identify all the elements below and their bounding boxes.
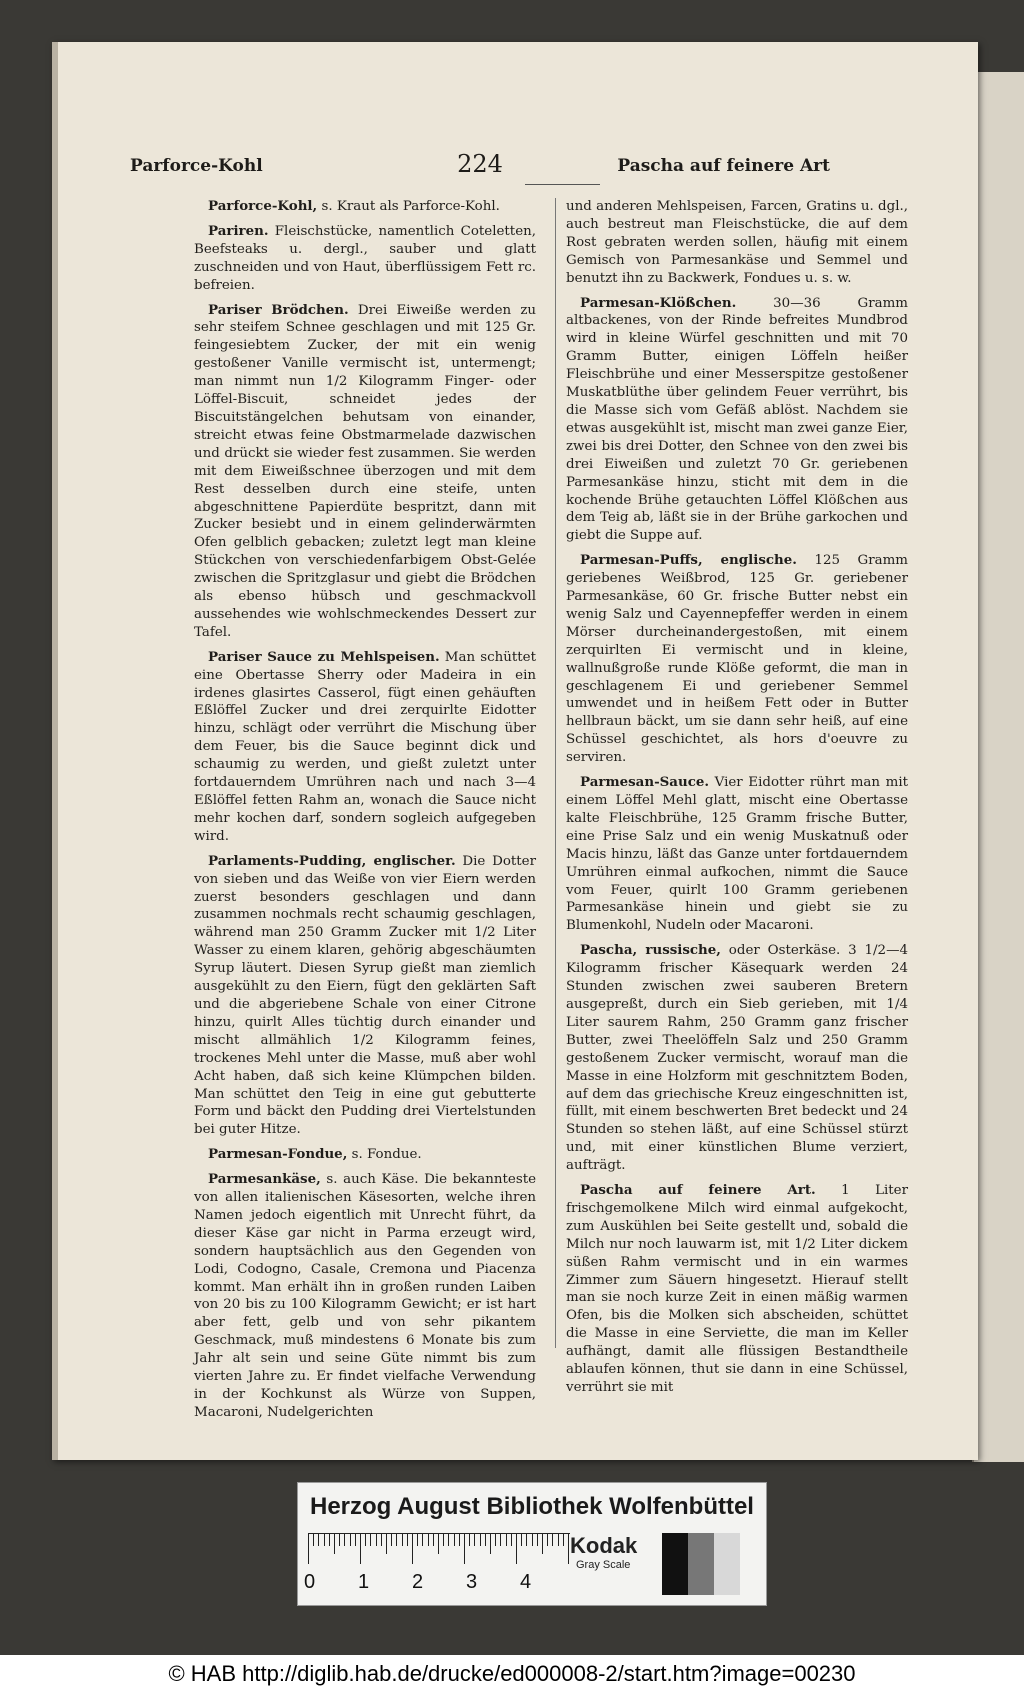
target-title: Herzog August Bibliothek Wolfenbüttel xyxy=(310,1493,754,1520)
entry-text: 125 Gramm geriebenes Weißbrod, 125 Gr. geriebener Parmesankäse, 60 Gr. frische Butter nebst ein wenig Salz und Cayennepfeffer werden in einem Mörser durcheinandergestoßen, mit einem zerquirlten Ei vermischt und in kleine, wallnußgroße runde Klöße geformt, die man in geschlagenem Ei und geriebener Semmel umwendet und in heißem Fett oder in Butter hellbraun bäckt, um sie dann sehr heiß, auf eine Schüssel geschichtet, als hors d'oeuvre zu serviren. xyxy=(566,553,908,766)
entry-text: s. Kraut als Parforce-Kohl. xyxy=(317,199,500,214)
ruler-tick xyxy=(480,1534,481,1546)
ruler-tick xyxy=(308,1534,309,1564)
ruler-tick xyxy=(547,1534,548,1546)
ruler-tick xyxy=(417,1534,418,1546)
ruler-tick xyxy=(391,1534,392,1546)
entry-headword: Pariser Sauce zu Mehlspeisen. xyxy=(208,648,440,665)
dictionary-entry xyxy=(194,853,536,1140)
entry-text: s. Fondue. xyxy=(347,1147,422,1163)
ruler-tick xyxy=(495,1534,496,1546)
dictionary-entry xyxy=(566,942,908,1175)
ruler-tick xyxy=(339,1534,340,1546)
right-column xyxy=(566,198,908,1404)
ruler-tick xyxy=(563,1534,564,1546)
ruler-tick xyxy=(324,1534,325,1546)
ruler-tick xyxy=(454,1534,455,1546)
entry-text: s. auch Käse. Die bekannteste von allen italienischen Käsesorten, welche ihren Namen jedoch eigentlich mit Unrecht führt, da dieser Käse gar nicht in Parma erzeugt wird, sondern hauptsächlich aus den Gegenden von Lodi, Codogno, Casale, Cremona und Piacenza kommt. Man erhält ihn in großen runden Laiben von 20 bis zu 100 Kilogramm Gewicht; er ist hart aber fett, gelb und von sehr pikantem Geschmack, muß mindestens 6 Monate bis zum Jahr alt sein und seine Güte nimmt bis zum vierten Jahre zu. Er findet vielfache Verwendung in der Kochkunst als Würze von Suppen, Macaroni, Nudelgerichten xyxy=(194,1172,536,1420)
ruler-tick xyxy=(344,1534,345,1546)
header-right: Pascha auf feinere Art xyxy=(617,156,830,176)
ruler-tick xyxy=(360,1534,361,1564)
ruler-tick xyxy=(506,1534,507,1546)
page-number: 224 xyxy=(457,150,503,178)
ruler-number: 2 xyxy=(412,1571,424,1593)
entry-headword: Parlaments-Pudding, englischer. xyxy=(208,852,456,869)
column-rule xyxy=(555,198,556,1348)
ruler-tick xyxy=(448,1534,449,1546)
entry-text: oder Osterkäse. 3 1/2—4 Kilogramm frischer Käsequark werden 24 Stunden zwischen zwei sauberen Bretern ausgepreßt, durch ein Sieb gerieben, mit 1/4 Liter saurem Rahm, 250 Gramm ganz frischer Butter, zwei Theelöffeln Salz und 250 Gramm gestoßenem Zucker vermischt, worauf man die Masse in eine Holzform mit geschnitztem Boden, auf dem das griechische Kreuz eingeschnitten ist, füllt, mit einem beschwerten Bret bedeckt und 24 Stunden so stehen läßt, auf eine Schüssel stürzt und, mit einer künstlichen Blume verziert, aufträgt. xyxy=(566,943,908,1174)
dictionary-entry xyxy=(194,302,536,642)
ruler-tick xyxy=(464,1534,465,1564)
dictionary-entry xyxy=(194,223,536,295)
ruler-number: 4 xyxy=(520,1571,532,1593)
ruler-tick xyxy=(433,1534,434,1546)
ruler-tick xyxy=(474,1534,475,1546)
ruler-tick xyxy=(438,1534,439,1554)
ruler-tick xyxy=(355,1534,356,1546)
entry-text: Vier Eidotter rührt man mit einem Löffel Mehl glatt, mischt eine Obertasse kalte Fleischbrühe, 125 Gramm frische Butter, eine Prise Salz und ein wenig Muskatnuß oder Macis hinzu, läßt das Ganze unter fortdauerndem Umrühren einmal aufkochen, nimmt die Sauce vom Feuer, quirlt 100 Gramm geriebenen Parmesankäse hinein und giebt sie zu Blumenkohl, Nudeln oder Macaroni. xyxy=(566,775,908,934)
ruler-tick xyxy=(516,1534,517,1564)
gray-swatch xyxy=(688,1533,714,1595)
ruler xyxy=(308,1533,570,1566)
entry-headword: Pariser Brödchen. xyxy=(208,301,349,318)
entry-text: Man schüttet eine Obertasse Sherry oder Madeira in ein irdenes glasirtes Casserol, fügt einen gehäuften Eßlöffel Zucker und drei zerquirlte Eidotter hinzu, schlägt oder verrührt die Mischung über dem Feuer, bis die Sauce beginnt dick und schaumig zu werden, und gießt zuletzt unter fortdauerndem Umrühren nach und nach 3—4 Eßlöffel fetten Rahm an, wonach die Sauce nicht mehr kochen darf, sondern sogleich aufgegeben wird. xyxy=(194,649,536,844)
dictionary-entry xyxy=(194,649,536,846)
entry-headword: Parmesankäse, xyxy=(208,1171,321,1188)
dictionary-entry xyxy=(194,198,536,216)
ruler-number: 1 xyxy=(358,1571,370,1593)
kodak-logo: Kodak xyxy=(570,1533,638,1558)
dictionary-entry xyxy=(194,1171,536,1422)
dictionary-entry xyxy=(566,552,908,767)
entry-text: 30—36 Gramm altbackenes, von der Rinde befreites Mundbrod wird in kleine Würfel geschnitten und mit 70 Gramm Butter, einigen Löffeln heißer Fleischbrühe und einer Messerspitze gestoßener Muskatblüthe über gelindem Feuer verrührt, bis die Masse sich vom Gefäß ablöst. Nachdem sie etwas ausgekühlt ist, mischt man zwei ganze Eier, zwei bis drei Dotter, den Schnee von den zwei bis drei Eiweißen und zuletzt 70 Gr. geriebenen Parmesankäse hinzu, sticht mit dem in die kochende Brühe getauchten Löffel Klößchen aus dem Teig ab, läßt sie in der Brühe garkochen und giebt die Suppe auf. xyxy=(566,295,908,544)
dictionary-entry xyxy=(566,774,908,935)
ruler-tick xyxy=(370,1534,371,1546)
copyright-footer: © HAB http://diglib.hab.de/drucke/ed000008-2/start.htm?image=00230 xyxy=(0,1655,1024,1693)
ruler-tick xyxy=(459,1534,460,1546)
ruler-tick xyxy=(490,1534,491,1554)
entry-headword: Parmesan-Fondue, xyxy=(208,1146,348,1163)
entry-headword: Pascha, russische, xyxy=(580,942,721,959)
dictionary-entry xyxy=(566,198,908,288)
ruler-tick xyxy=(313,1534,314,1546)
ruler-tick xyxy=(469,1534,470,1546)
ruler-number: 3 xyxy=(466,1571,478,1593)
ruler-tick xyxy=(365,1534,366,1546)
ruler-tick xyxy=(318,1534,319,1546)
ruler-tick xyxy=(334,1534,335,1554)
ruler-tick xyxy=(422,1534,423,1546)
entry-text: Fleischstücke, namentlich Coteletten, Beefsteaks u. dergl., sauber und glatt zuschneiden und von Haut, überflüssigem Fett rc. befreien. xyxy=(194,223,536,293)
ruler-tick xyxy=(329,1534,330,1546)
running-header xyxy=(130,150,830,182)
entry-text: Drei Eiweiße werden zu sehr steifem Schnee geschlagen und mit 125 Gr. feingesiebtem Zucker, der mit ein wenig gestoßener Vanille vermischt ist, untermengt; man nimmt nun 1/2 Kilogramm Finger- oder Löffel-Biscuit, schneidet jedes der Biscuitstängelchen behutsam von einander, streicht etwas feine Obstmarmelade dazwischen und drückt sie wieder fest zusammen. Sie werden mit dem Eiweißschnee überzogen und mit dem Rest desselben durch eine steife, unten abgeschnittene Papierdüte bespritzt, dann mit Zucker besiebt und in einem gelinderwärmten Ofen gelblich gebacken; zuletzt legt man kleine Stückchen von verschiedenfarbigem Obst-Gelée zwischen die Spritzglasur und giebt die Brödchen als ebenso hübsch und geschmackvoll aussehendes wie wohlschmeckendes Dessert zur Tafel. xyxy=(194,302,536,640)
ruler-tick xyxy=(558,1534,559,1546)
dictionary-entry xyxy=(194,1146,536,1164)
ruler-tick xyxy=(402,1534,403,1546)
dictionary-entry xyxy=(566,295,908,546)
header-rule xyxy=(525,184,600,185)
gray-swatch xyxy=(662,1533,688,1595)
entry-headword: Pariren. xyxy=(208,222,269,239)
entry-headword: Parmesan-Sauce. xyxy=(580,774,710,791)
ruler-tick xyxy=(376,1534,377,1546)
next-page-edge xyxy=(972,72,1024,1462)
entry-headword: Pascha auf feinere Art. xyxy=(580,1182,816,1199)
ruler-tick xyxy=(485,1534,486,1546)
header-left: Parforce-Kohl xyxy=(130,156,263,176)
entry-headword: Parmesan-Puffs, englische. xyxy=(580,552,797,569)
ruler-tick xyxy=(412,1534,413,1564)
ruler-number: 0 xyxy=(304,1571,316,1593)
ruler-tick xyxy=(396,1534,397,1546)
color-target xyxy=(297,1482,767,1606)
ruler-tick xyxy=(381,1534,382,1546)
ruler-tick xyxy=(532,1534,533,1546)
ruler-tick xyxy=(386,1534,387,1554)
ruler-tick xyxy=(526,1534,527,1546)
gray-scale-label: Gray Scale xyxy=(576,1559,631,1571)
ruler-tick xyxy=(568,1534,569,1564)
left-column xyxy=(194,198,536,1429)
ruler-tick xyxy=(428,1534,429,1546)
ruler-tick xyxy=(350,1534,351,1546)
ruler-tick xyxy=(552,1534,553,1546)
entry-text: 1 Liter frischgemolkene Milch wird einmal aufgekocht, zum Auskühlen bei Seite gestellt und, sobald die Milch nur noch lauwarm ist, mit 1/2 Liter dickem süßen Rahm vermischt und in ein warmes Zimmer zum Säuern hingesetzt. Hierauf stellt man sie noch kurze Zeit in einen mäßig warmen Ofen, bis die Molken sich abscheiden, schüttet die Masse in eine Serviette, die man im Keller aufhängt, damit alle flüssigen Bestandtheile ablaufen können, thut sie dann in eine Schüssel, verrührt sie mit xyxy=(566,1183,908,1395)
ruler-tick xyxy=(511,1534,512,1546)
ruler-tick xyxy=(407,1534,408,1546)
ruler-tick xyxy=(443,1534,444,1546)
ruler-tick xyxy=(500,1534,501,1546)
ruler-tick xyxy=(542,1534,543,1554)
dictionary-entry xyxy=(566,1182,908,1397)
entry-headword: Parforce-Kohl, xyxy=(208,198,318,214)
entry-headword: Parmesan-Klößchen. xyxy=(580,294,737,311)
ruler-tick xyxy=(521,1534,522,1546)
gray-swatch xyxy=(714,1533,740,1595)
ruler-tick xyxy=(537,1534,538,1546)
entry-text: und anderen Mehlspeisen, Farcen, Gratins u. dgl., auch bestreut man Fleischstücke, die auf dem Rost gebraten werden sollen, häufig mit einem Gemisch von Parmesankäse und Semmel und benutzt ihn zu Backwerk, Fondues u. s. w. xyxy=(566,199,908,286)
entry-text: Die Dotter von sieben und das Weiße von vier Eiern werden zuerst besonders geschlagen und dann zusammen nochmals recht schaumig geschlagen, während man 250 Gramm Zucker mit 1/2 Liter Wasser zu einem klaren, gehörig abgeschäumten Syrup läutert. Diesen Syrup gießt man ziemlich ausgekühlt zu den Eiern, fügt den geklärten Saft und die abgeriebene Schale von einer Citrone hinzu, quirlt Alles tüchtig durch einander und mischt allmählich 1/2 Kilogramm feines, trockenes Mehl unter die Masse, muß aber wohl Acht haben, daß sich keine Klümpchen bilden. Man schüttet den Teig in eine gut gebutterte Form und bäckt den Pudding drei Viertelstunden bei guter Hitze. xyxy=(194,853,536,1138)
